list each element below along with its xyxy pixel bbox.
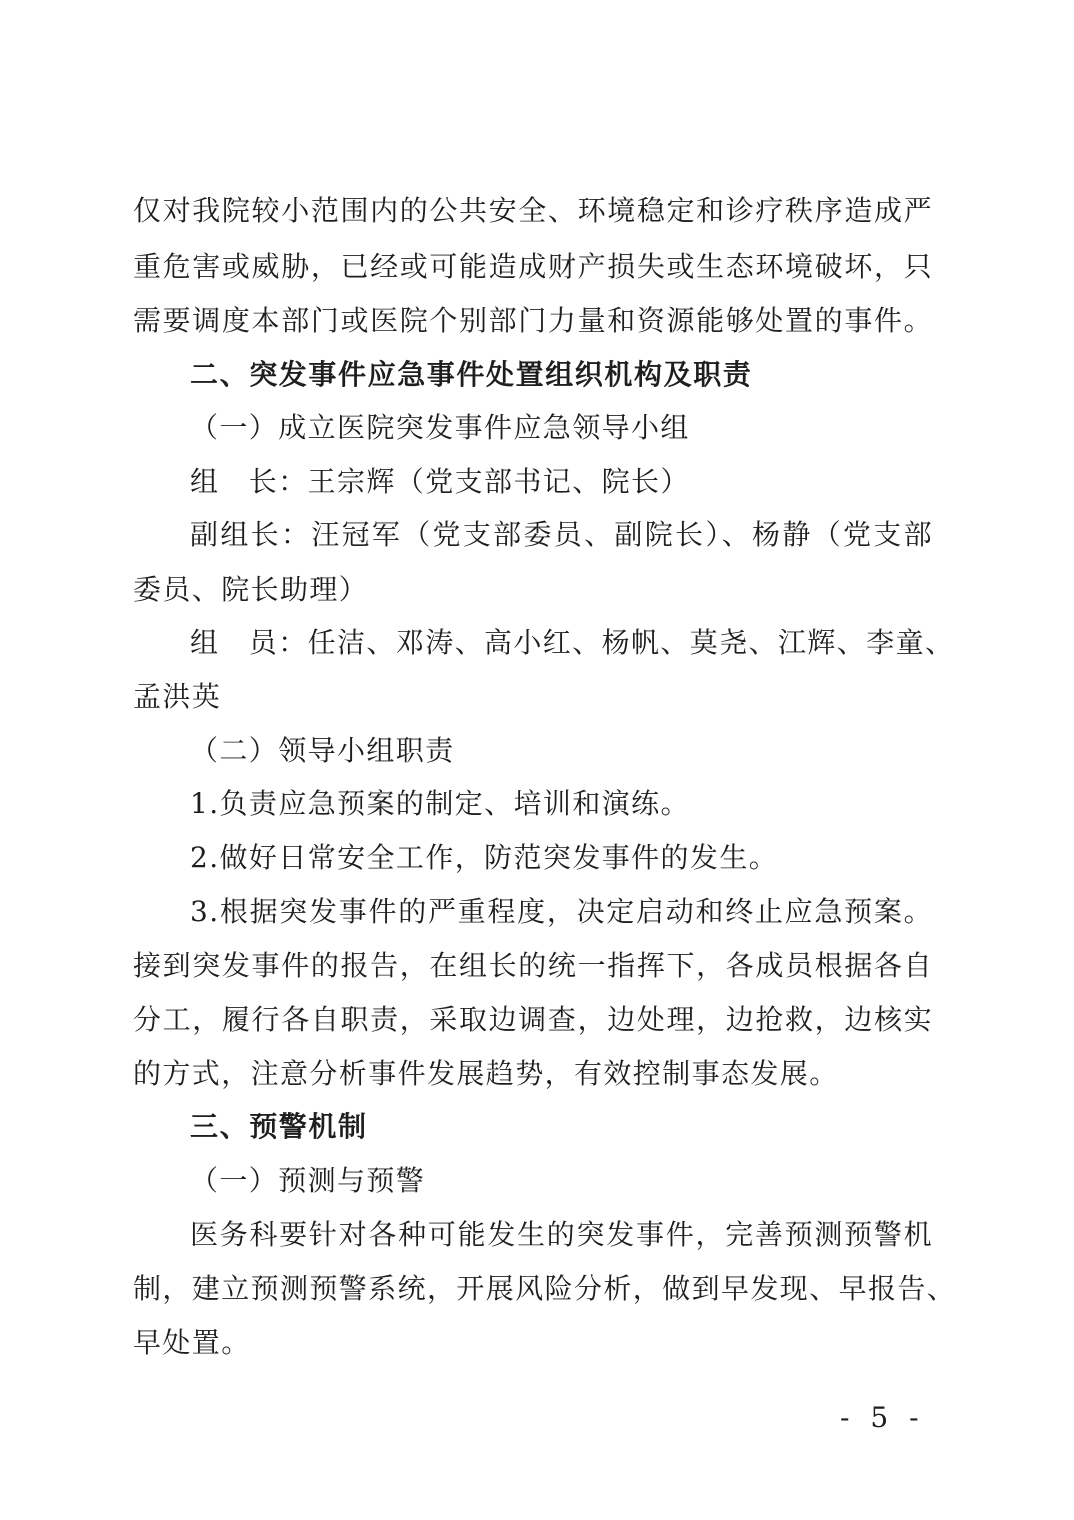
paragraph-line: 仅对我院较小范围内的公共安全、环境稳定和诊疗秩序造成严	[133, 194, 933, 227]
paragraph-line: 的方式，注意分析事件发展趋势，有效控制事态发展。	[133, 1057, 839, 1090]
subsection-heading: （一）预测与预警	[190, 1164, 426, 1197]
group-leader-line: 组 长：王宗辉（党支部书记、院长）	[190, 465, 690, 498]
paragraph-line: 需要调度本部门或医院个别部门力量和资源能够处置的事件。	[133, 304, 933, 337]
paragraph-line: 重危害或威胁，已经或可能造成财产损失或生态环境破坏，只	[133, 250, 933, 283]
members-line-cont: 孟洪英	[133, 680, 222, 713]
paragraph-line: 制，建立预测预警系统，开展风险分析，做到早发现、早报告、	[133, 1272, 957, 1305]
section-heading-3: 三、预警机制	[190, 1110, 368, 1143]
paragraph-line: 分工，履行各自职责，采取边调查，边处理，边抢救，边核实	[133, 1003, 933, 1036]
deputy-leader-line-cont: 委员、院长助理）	[133, 573, 369, 606]
page-number: - 5 -	[840, 1401, 925, 1434]
subsection-heading: （一）成立医院突发事件应急领导小组	[190, 411, 690, 444]
members-line: 组 员：任洁、邓涛、高小红、杨帆、莫尧、江辉、李童、	[190, 626, 955, 659]
list-item: 3.根据突发事件的严重程度，决定启动和终止应急预案。	[190, 895, 933, 928]
list-item: 2.做好日常安全工作，防范突发事件的发生。	[190, 841, 779, 874]
paragraph-line: 早处置。	[133, 1326, 251, 1359]
subsection-heading: （二）领导小组职责	[190, 734, 455, 767]
section-heading-2: 二、突发事件应急事件处置组织机构及职责	[190, 358, 753, 391]
deputy-leader-line: 副组长：汪冠军（党支部委员、副院长）、杨静（党支部	[190, 518, 933, 551]
paragraph-line: 接到突发事件的报告，在组长的统一指挥下，各成员根据各自	[133, 949, 933, 982]
paragraph-line: 医务科要针对各种可能发生的突发事件，完善预测预警机	[190, 1218, 933, 1251]
list-item: 1.负责应急预案的制定、培训和演练。	[190, 787, 690, 820]
